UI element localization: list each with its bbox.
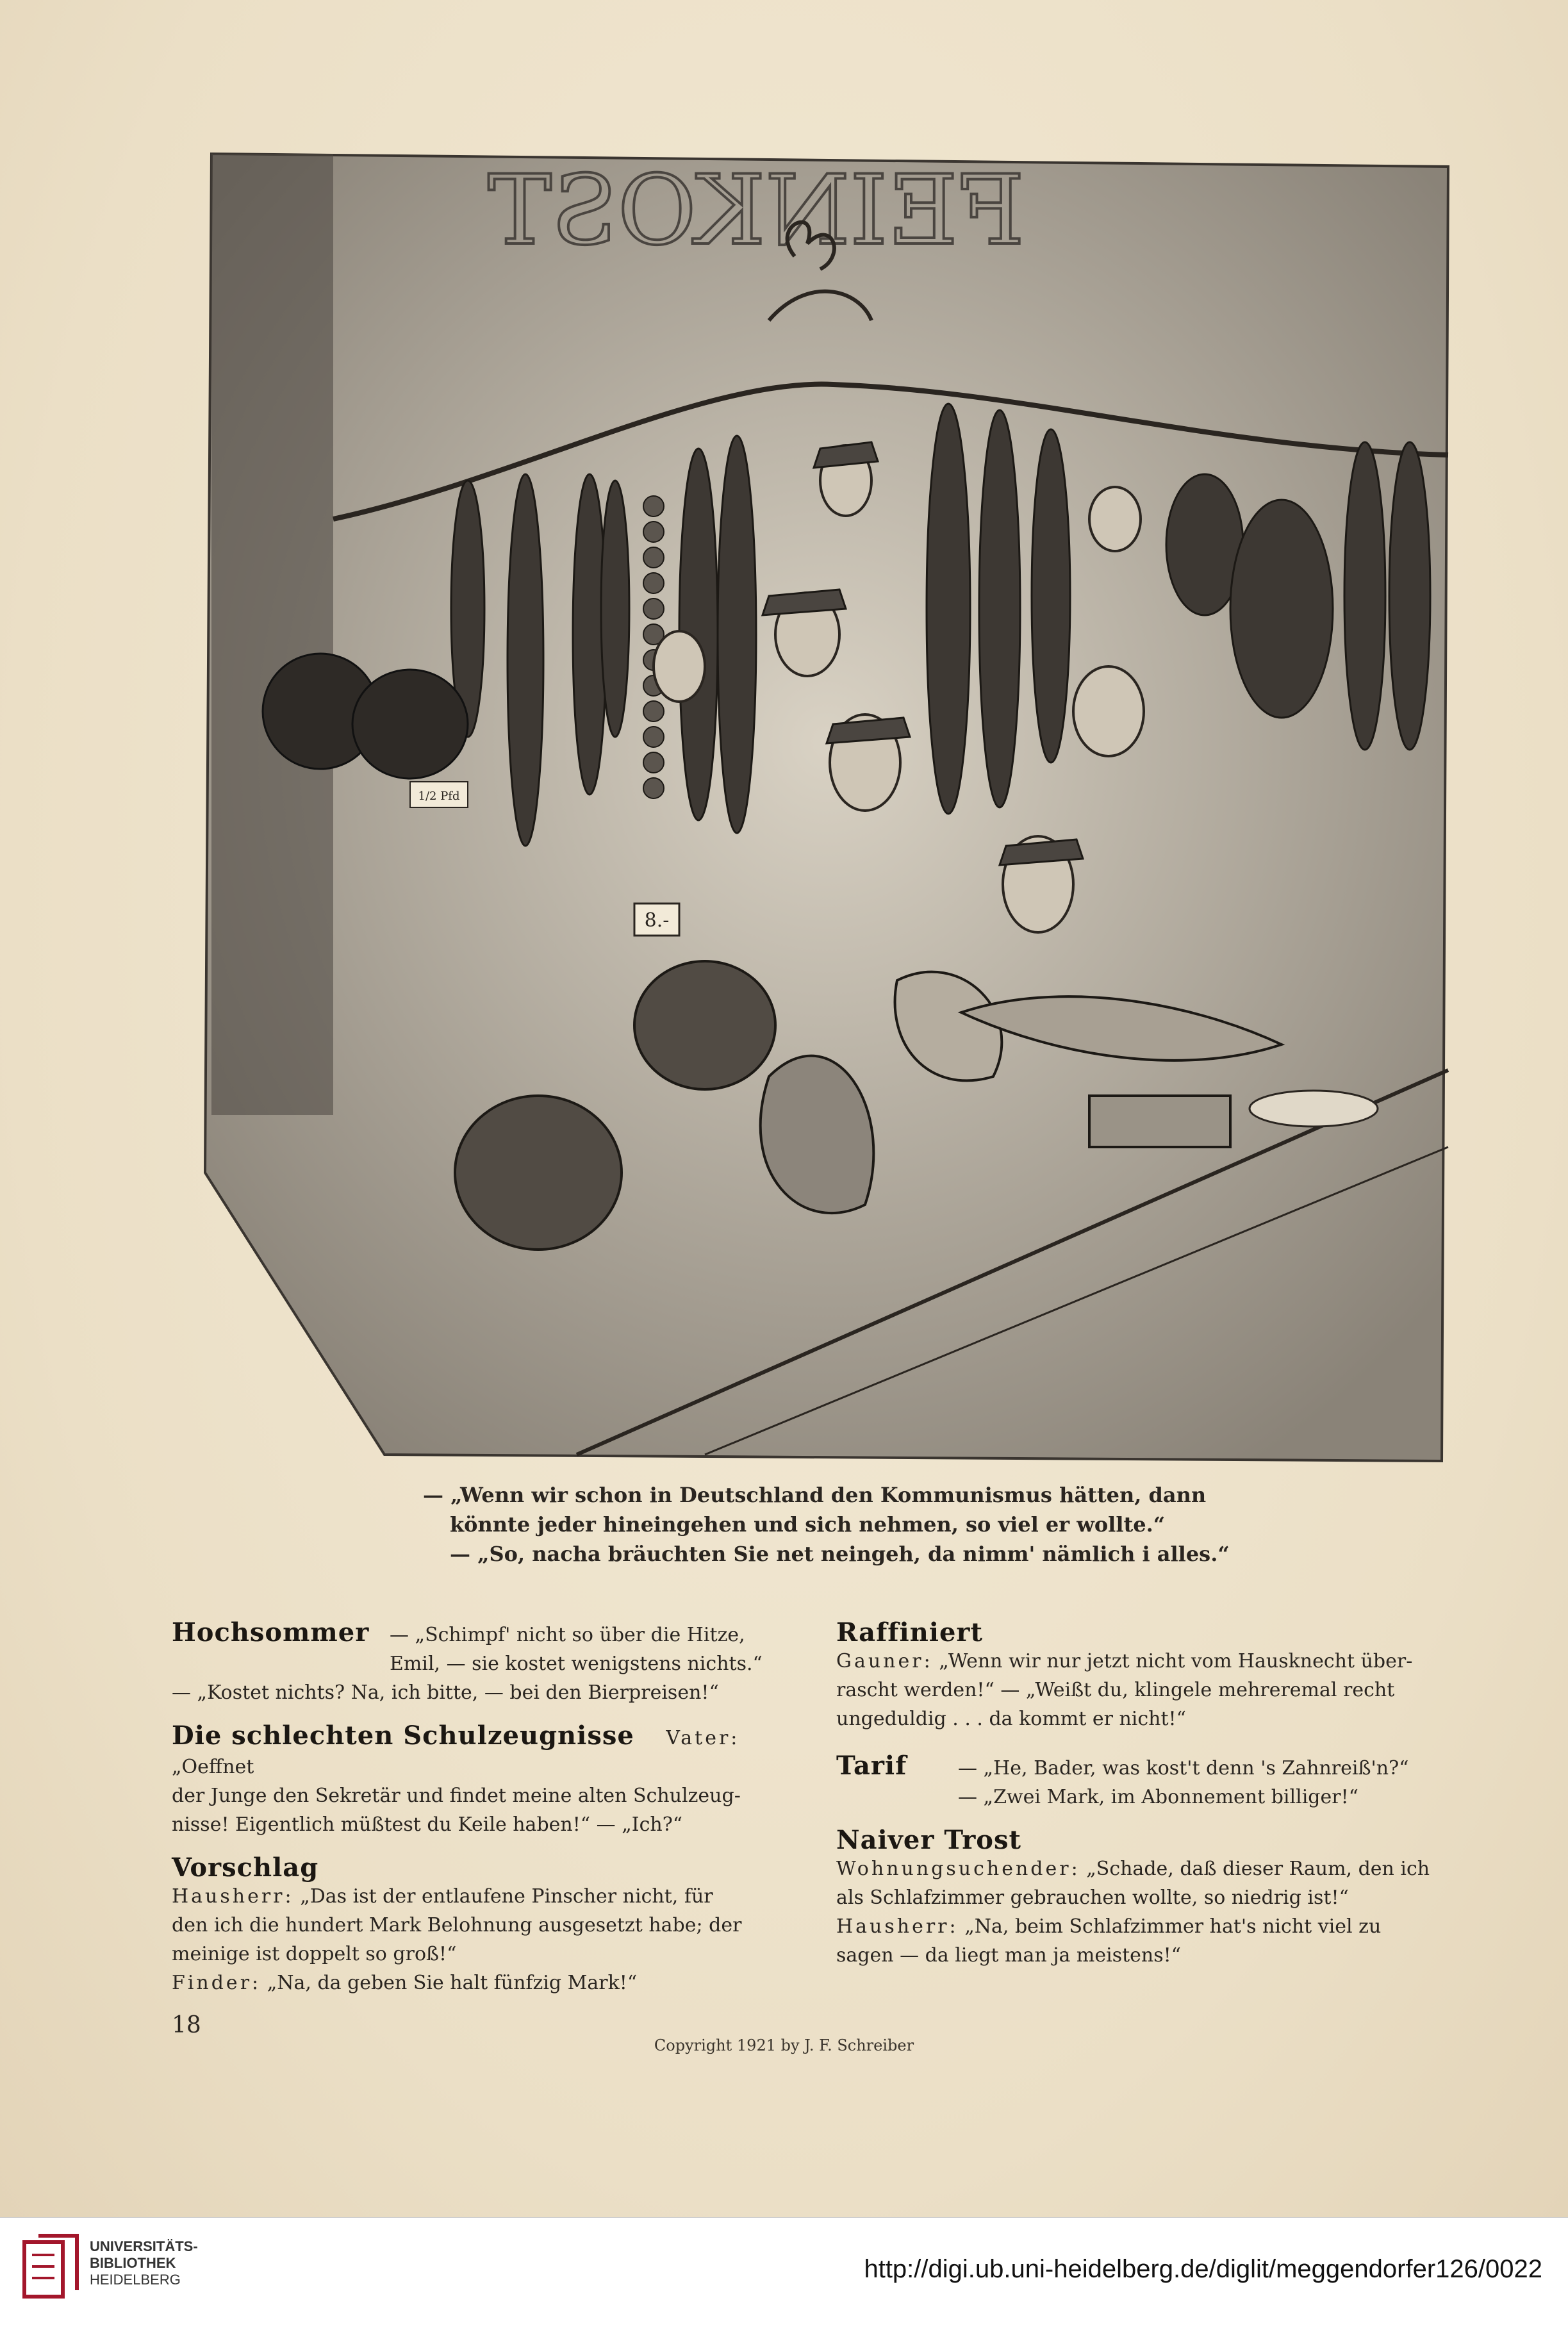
joke-line: — „Schimpf' nicht so über die Hitze,: [390, 1624, 745, 1646]
joke-line: „Wenn wir nur jetzt nicht vom Hausknecht über-: [939, 1650, 1413, 1672]
copyright-notice: Copyright 1921 by J. F. Schreiber: [654, 2036, 914, 2054]
library-name-line: HEIDELBERG: [90, 2272, 181, 2288]
joke-line: — „Kostet nichts? Na, ich bitte, — bei den Bierpreisen!“: [172, 1681, 719, 1704]
joke-speaker: Vater:: [666, 1727, 740, 1749]
joke-speaker: Hausherr:: [172, 1885, 294, 1908]
permalink-url[interactable]: http://digi.ub.uni-heidelberg.de/diglit/meggendorfer126/0022: [864, 2255, 1542, 2283]
illustration-caption: [423, 1480, 1230, 1569]
joke-line: „Das ist der entlaufene Pinscher nicht, für: [300, 1885, 713, 1908]
joke-line: ungeduldig . . . da kommt er nicht!“: [836, 1708, 1186, 1730]
caption-line: — „Wenn wir schon in Deutschland den Kommunismus hätten, dann: [423, 1483, 1207, 1507]
right-column: [836, 1618, 1455, 1984]
joke-line: rascht werden!“ — „Weißt du, klingele mehreremal recht: [836, 1679, 1395, 1701]
joke-line: der Junge den Sekretär und findet meine alten Schulzeug-: [172, 1785, 741, 1807]
joke-line: meinige ist doppelt so groß!“: [172, 1943, 457, 1965]
joke-schulzeugnisse: [172, 1721, 787, 1839]
joke-line: Emil, — sie kostet wenigstens nichts.“: [390, 1653, 763, 1675]
library-footer: [0, 2217, 1568, 2328]
joke-line: „Na, da geben Sie halt fünfzig Mark!“: [267, 1972, 638, 1994]
deli-window-illustration: [192, 147, 1461, 1467]
shop-sign-text: FEINKOST: [488, 155, 1025, 267]
left-column: [172, 1618, 787, 2011]
price-tag: 8.-: [644, 909, 670, 932]
joke-title: Naiver Trost: [836, 1825, 1021, 1855]
joke-line: „Na, beim Schlafzimmer hat's nicht viel zu: [964, 1915, 1382, 1938]
joke-title: Tarif: [836, 1751, 907, 1781]
joke-speaker: Finder:: [172, 1972, 261, 1994]
library-logo-icon[interactable]: [19, 2229, 83, 2306]
joke-title: Raffiniert: [836, 1617, 983, 1647]
page-number: 18: [172, 2012, 201, 2038]
price-label: 1/2 Pfd: [418, 789, 460, 803]
joke-line: „Oeffnet: [172, 1756, 254, 1778]
joke-title: Vorschlag: [172, 1853, 319, 1883]
joke-line: als Schlafzimmer gebrauchen wollte, so niedrig ist!“: [836, 1886, 1349, 1909]
joke-vorschlag: [172, 1853, 787, 1997]
joke-line: „Schade, daß dieser Raum, den ich: [1086, 1858, 1430, 1880]
joke-title: Die schlechten Schulzeugnisse: [172, 1721, 634, 1751]
joke-title: Hochsommer: [172, 1617, 370, 1647]
joke-line: — „He, Bader, was kost't denn 's Zahnreiß'n?“: [958, 1757, 1409, 1779]
joke-line: nisse! Eigentlich müßtest du Keile haben!“ — „Ich?“: [172, 1813, 683, 1836]
joke-line: — „Zwei Mark, im Abonnement billiger!“: [958, 1786, 1358, 1808]
library-name-line: BIBLIOTHEK: [90, 2255, 176, 2271]
joke-line: sagen — da liegt man ja meistens!“: [836, 1944, 1182, 1967]
joke-speaker: Wohnungsuchender:: [836, 1858, 1080, 1880]
library-name: [90, 2238, 198, 2288]
joke-line: den ich die hundert Mark Belohnung ausgesetzt habe; der: [172, 1914, 742, 1936]
caption-line: — „So, nacha bräuchten Sie net neingeh, da nimm' nämlich i alles.“: [450, 1542, 1230, 1566]
joke-speaker: Gauner:: [836, 1650, 933, 1672]
joke-raffiniert: [836, 1618, 1455, 1733]
library-name-line: UNIVERSITÄTS-: [90, 2238, 198, 2254]
joke-speaker: Hausherr:: [836, 1915, 959, 1938]
joke-hochsommer: [172, 1618, 787, 1707]
joke-naiver-trost: [836, 1826, 1455, 1970]
joke-tarif: [836, 1751, 1455, 1812]
caption-line: könnte jeder hineingehen und sich nehmen, so viel er wollte.“: [450, 1512, 1166, 1537]
